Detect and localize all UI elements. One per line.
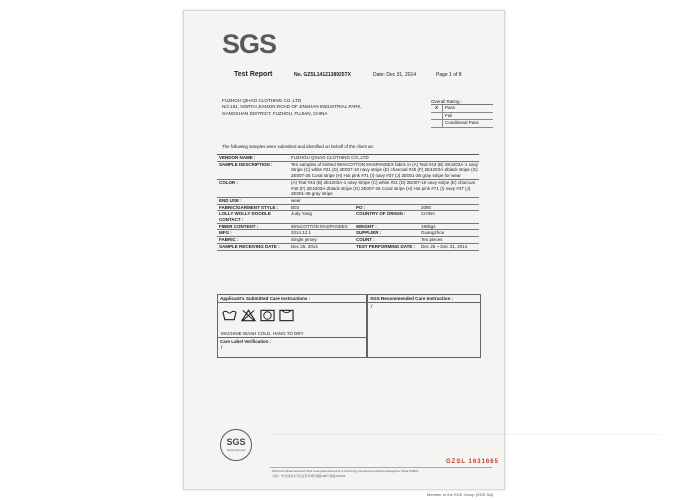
hang-dry-icon <box>279 309 294 322</box>
sgs-logo: SGS <box>222 29 277 59</box>
rating-option-conditional <box>431 120 493 128</box>
rating-mark <box>431 113 443 120</box>
page-indicator: Page 1 of 8 <box>436 72 462 78</box>
sample-details-table <box>217 154 479 251</box>
vendor-row <box>217 155 479 162</box>
field-label: FABRIC/GARMENT STYLE : <box>219 204 279 210</box>
field-value: 2080 <box>421 204 432 210</box>
field-value: (A) Teal #43 (B) 2E4203A-1 navy Stripe (C) white #21 (D) 2E007-10 navy stripe (E) charcoal #45 (F) 2E4203A-2black stripe (G) 2E007-26 Coral stripe (H) Hot pink #71 (I) navy #37 (J) 2E001-36 gray stripe <box>291 179 475 197</box>
care-label-verification-value: / <box>221 345 223 351</box>
client-name: FUZHOU QIHAO CLOTHING CO.,LTD <box>222 98 302 103</box>
field-value: B03 <box>291 204 300 210</box>
sgs-care-title: SGS Recommended Care Instruction : <box>368 295 480 303</box>
client-address <box>222 98 362 117</box>
field-value: Dec 26, 2014 <box>291 243 318 249</box>
field-value: 2014.12.1 <box>291 230 312 236</box>
rating-option-fail <box>431 113 493 121</box>
client-address-line-1: NO.161, NORTH JIANXIN ROAD OF JINSHAN INDUSTRIAL PARK, <box>222 104 362 110</box>
field-label: COUNTRY OF ORIGIN : <box>356 211 406 217</box>
client-address-line-2: GANGSHAN DISTRICT, FUZHOU, FUJIAN, CHINA <box>222 110 328 116</box>
end-use-row <box>217 198 479 205</box>
field-label: VENDOR NAME : <box>219 155 256 160</box>
field-label: PO : <box>356 204 366 210</box>
terms-fine-print: ····································································································································································································································································································································································································································································· <box>270 433 662 436</box>
wash-30-icon <box>222 309 237 322</box>
field-value: FUZHOU QIHAO CLOTHING CO.,LTD <box>291 155 369 160</box>
report-title: Test Report <box>234 71 273 78</box>
color-row <box>217 180 479 198</box>
no-bleach-icon <box>241 309 256 322</box>
stamp-logo-text: SGS <box>226 437 246 447</box>
rating-option-pass <box>431 105 493 113</box>
stamp-subtext: Testing Services <box>226 449 246 452</box>
field-label: MFG : <box>219 230 232 236</box>
field-label: SAMPLE RECEIVING DATE : <box>219 243 280 249</box>
rating-mark <box>431 120 443 127</box>
field-label: FABRIC : <box>219 237 239 243</box>
fiber-weight-row <box>217 224 479 231</box>
test-report-document <box>183 10 662 497</box>
field-value: 190kgs <box>421 223 436 229</box>
footer-divider <box>270 467 492 468</box>
field-value: wear <box>291 197 301 203</box>
wash-instruction-text: MACHINE WASH COLD, HANG TO DRY <box>221 331 304 336</box>
field-label: SAMPLE DESCRIPTION : <box>219 161 273 167</box>
mfg-supplier-row <box>217 230 479 237</box>
overall-rating-title: Overall Rating : <box>431 99 493 105</box>
field-label: SUPPLIER : <box>356 230 382 236</box>
field-label: TEST PERFORMING DATE : <box>356 243 416 249</box>
applicant-care-box <box>217 294 367 358</box>
intro-text: The following samples were submitted and identified on behalf of the client as: <box>222 144 374 149</box>
overall-rating-box <box>431 99 493 128</box>
field-value: Guangzhou <box>421 230 445 236</box>
sgs-care-value: / <box>371 304 373 310</box>
fabric-count-row <box>217 237 479 244</box>
tumble-dry-icon <box>260 309 275 322</box>
care-label-verification-title: Care Label Verification : <box>218 337 368 345</box>
field-value: Judy Yang <box>291 211 312 217</box>
report-date: Date: Dec 31, 2014 <box>373 72 417 78</box>
rating-label: Pass <box>445 105 456 110</box>
sgs-recommended-care-box <box>367 294 481 358</box>
applicant-care-title: Applicant's Submitted Care Instructions : <box>218 295 366 303</box>
field-value: Single jersey <box>291 237 317 243</box>
rating-label: Fail <box>445 112 453 118</box>
footer-address-cn: 中国·广州·经济技术开发区科学城科珠路198号 邮编:510663 <box>272 474 346 478</box>
member-note: Member of the SGS Group (SGS SA) <box>427 492 494 497</box>
field-label: COLOR : <box>219 179 238 185</box>
footer-address-en: 198 Kezhu Road,Scientech Park Guangzhou Economic & Technology Development District,Guangzhou,China 510663 <box>272 469 419 473</box>
rating-label: Conditional Pass <box>445 120 479 126</box>
field-value: 95%COTTON 5%SPANDEX <box>291 223 348 229</box>
report-number: No. GZSL1412138925TX <box>294 72 351 78</box>
style-po-row <box>217 205 479 212</box>
field-label: FIBER CONTENT : <box>219 223 259 229</box>
field-value: Dec 26 ~ Dec 31, 2014 <box>421 243 468 249</box>
sample-description-row <box>217 162 479 180</box>
contact-origin-row <box>217 211 479 223</box>
field-value: Ten samples of knitted 95%COTTON 5%SPANDEX fabric in (A) Teal #43 (B) 2E4203A-1 navy Stripe (C) white #21 (D) 2E007-10 navy stripe (E) charcoal #45 (F) 2E4203A-2black stripe (G) 2E007-26 Coral stripe (H) Hot pink #71 (I) navy #37 (J) 2E001-36 gray stripe for wear <box>291 161 479 179</box>
dates-row <box>217 244 479 251</box>
field-value: Ten pieces <box>421 237 443 243</box>
field-label: COUNT : <box>356 237 375 243</box>
report-serial-code: GZSL 1631665 <box>446 459 499 465</box>
field-label: WEIGHT : <box>356 223 377 229</box>
field-label: END USE : <box>219 197 242 203</box>
field-value: CHINA <box>421 211 436 217</box>
care-symbols <box>222 309 294 322</box>
sgs-stamp <box>220 429 252 461</box>
rating-mark: X <box>431 105 443 112</box>
field-label: LOLLY WOLLY DOODLE CONTACT : <box>219 211 271 223</box>
